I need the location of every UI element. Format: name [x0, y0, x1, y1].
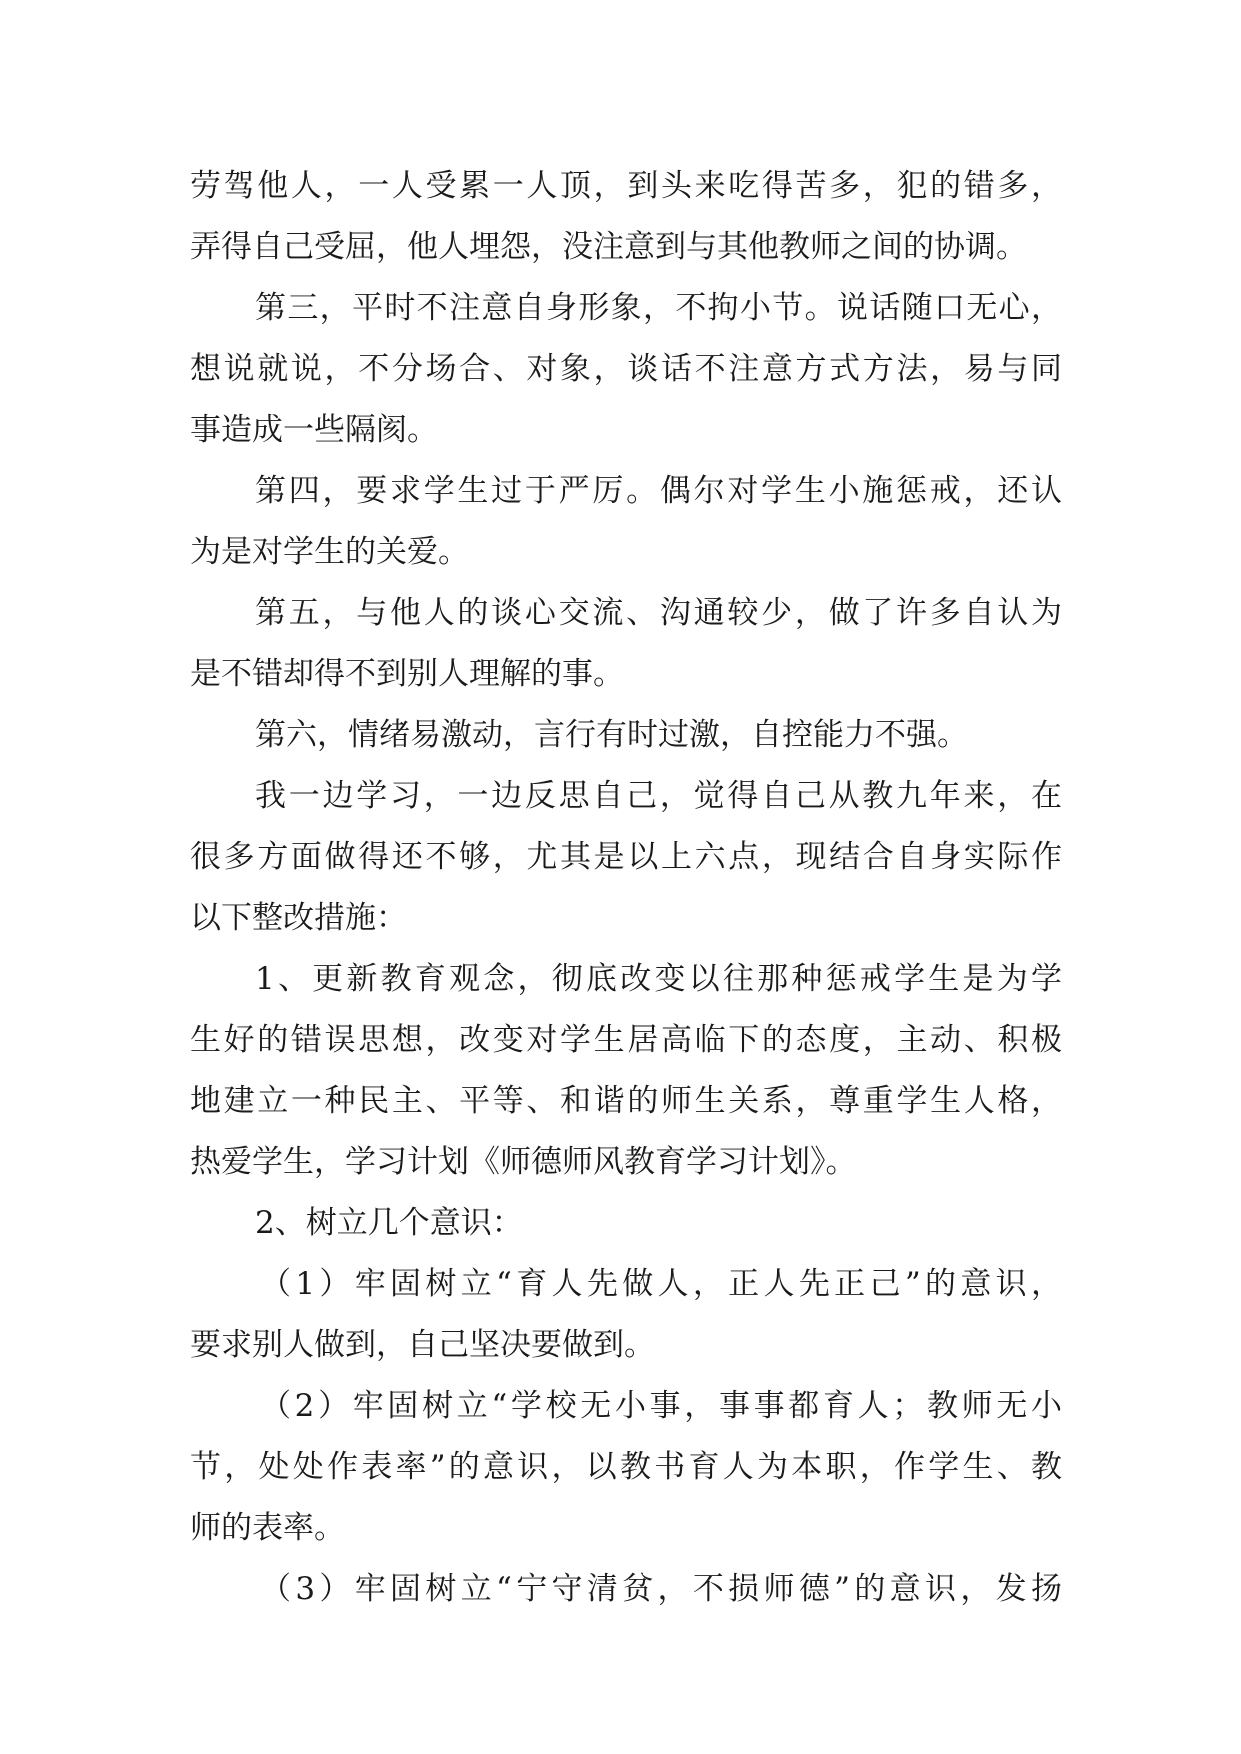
text-line: 劳驾他人，一人受累一人顶，到头来吃得苦多，犯的错多，: [190, 168, 1062, 204]
text-line: 以下整改措施：: [190, 900, 407, 936]
text-line: 生好的错误思想，改变对学生居高临下的态度，主动、积极: [190, 1022, 1062, 1058]
paragraph-start-line: 第六，情绪易激动，言行有时过激，自控能力不强。: [255, 717, 968, 753]
paragraph-start-line: （2）牢固树立“学校无小事，事事都育人；教师无小: [260, 1388, 1062, 1424]
paragraph-start-line: （3）牢固树立“宁守清贫，不损师德”的意识，发扬: [260, 1571, 1062, 1607]
text-line: 想说就说，不分场合、对象，谈话不注意方式方法，易与同: [190, 351, 1062, 387]
text-line: 是不错却得不到别人理解的事。: [190, 656, 624, 692]
text-line: 要求别人做到，自己坚决要做到。: [190, 1327, 655, 1363]
text-line: 为是对学生的关爱。: [190, 534, 469, 570]
text-line: 师的表率。: [190, 1510, 345, 1546]
text-line: 热爱学生，学习计划《师德师风教育学习计划》。: [190, 1144, 857, 1180]
document-body: [190, 156, 1062, 1620]
paragraph-start-line: 我一边学习，一边反思自己，觉得自己从教九年来，在: [255, 778, 1062, 814]
text-line: 事造成一些隔阂。: [190, 412, 438, 448]
text-line: 很多方面做得还不够，尤其是以上六点，现结合自身实际作: [190, 839, 1062, 875]
paragraph-start-line: 2、树立几个意识：: [255, 1205, 523, 1241]
text-line: 弄得自己受屈，他人埋怨，没注意到与其他教师之间的协调。: [190, 229, 1027, 265]
paragraph-start-line: 第四，要求学生过于严厉。偶尔对学生小施惩戒，还认: [255, 473, 1062, 509]
paragraph-start-line: 第三，平时不注意自身形象，不拘小节。说话随口无心，: [255, 290, 1062, 326]
paragraph-start-line: （1）牢固树立“育人先做人，正人先正己”的意识，: [260, 1266, 1062, 1302]
paragraph-start-line: 1、更新教育观念，彻底改变以往那种惩戒学生是为学: [255, 961, 1062, 997]
paragraph-start-line: 第五，与他人的谈心交流、沟通较少，做了许多自认为: [255, 595, 1062, 631]
text-line: 节，处处作表率”的意识，以教书育人为本职，作学生、教: [190, 1449, 1062, 1485]
text-line: 地建立一种民主、平等、和谐的师生关系，尊重学生人格，: [190, 1083, 1062, 1119]
